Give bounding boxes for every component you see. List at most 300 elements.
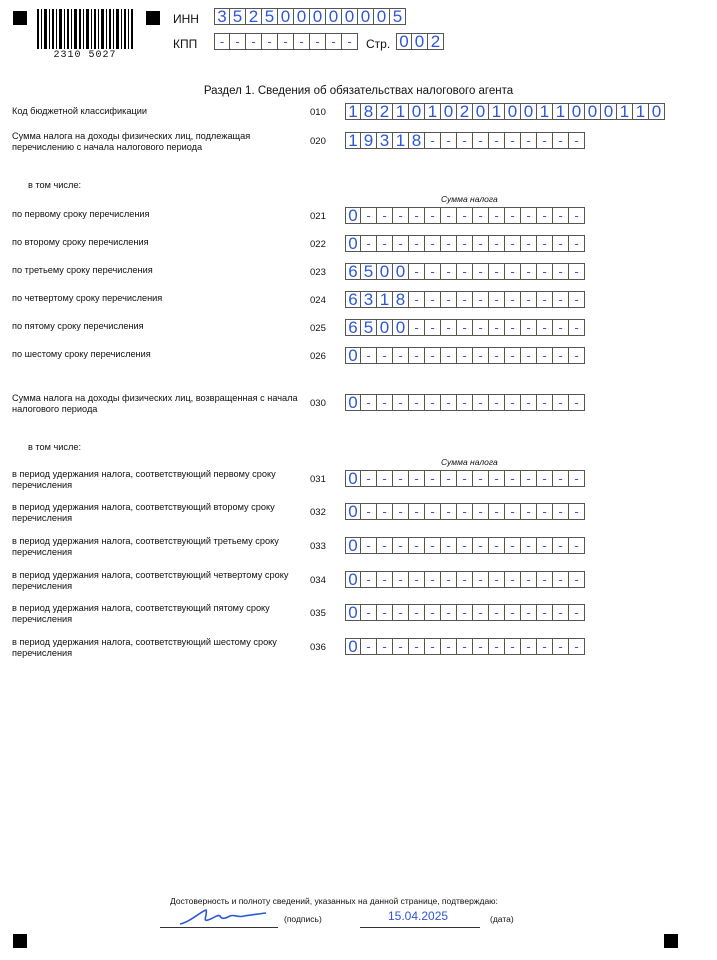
digit-cell: - — [473, 604, 489, 621]
row-032-value[interactable] — [345, 503, 585, 520]
digit-cell: - — [409, 571, 425, 588]
digit-cell: - — [361, 604, 377, 621]
digit-cell: - — [505, 537, 521, 554]
row-030-value[interactable] — [345, 394, 585, 411]
digit-cell: 0 — [294, 8, 310, 25]
digit-cell: - — [505, 319, 521, 336]
row-025-value[interactable] — [345, 319, 585, 336]
row-025-code: 025 — [310, 323, 326, 334]
digit-cell: - — [425, 263, 441, 280]
digit-cell: - — [505, 571, 521, 588]
digit-cell: 0 — [345, 470, 361, 487]
digit-cell: - — [489, 235, 505, 252]
row-031-value[interactable] — [345, 470, 585, 487]
digit-cell: - — [521, 291, 537, 308]
digit-cell: - — [553, 537, 569, 554]
digit-cell: 0 — [441, 103, 457, 120]
digit-cell: - — [473, 263, 489, 280]
digit-cell: 0 — [278, 8, 294, 25]
digit-cell: - — [569, 394, 585, 411]
row-031-code: 031 — [310, 474, 326, 485]
digit-cell: - — [457, 394, 473, 411]
digit-cell: - — [393, 537, 409, 554]
row-034-value[interactable] — [345, 571, 585, 588]
signature-line — [160, 927, 278, 928]
digit-cell: - — [441, 207, 457, 224]
digit-cell: 6 — [345, 263, 361, 280]
row-022-label: по второму сроку перечисления — [12, 237, 149, 247]
digit-cell: - — [425, 291, 441, 308]
digit-cell: 0 — [358, 8, 374, 25]
corner-marker-top-left — [13, 11, 27, 25]
digit-cell: 2 — [457, 103, 473, 120]
row-020-value[interactable] — [345, 132, 585, 149]
digit-cell: - — [569, 537, 585, 554]
digit-cell: 6 — [345, 319, 361, 336]
row-036-label: в период удержания налога, соответствующий шестому сроку перечисления — [12, 637, 277, 658]
inn-label: ИНН — [173, 12, 199, 26]
digit-cell: - — [361, 638, 377, 655]
row-023-value[interactable] — [345, 263, 585, 280]
digit-cell: 1 — [633, 103, 649, 120]
digit-cell: - — [473, 503, 489, 520]
confirmation-text: Достоверность и полноту сведений, указанных на данной странице, подтверждаю: — [170, 896, 498, 906]
digit-cell: - — [537, 604, 553, 621]
digit-cell: - — [310, 33, 326, 50]
digit-cell: - — [537, 503, 553, 520]
digit-cell: - — [473, 319, 489, 336]
digit-cell: - — [377, 207, 393, 224]
digit-cell: - — [537, 537, 553, 554]
digit-cell: - — [457, 263, 473, 280]
digit-cell: 0 — [412, 33, 428, 50]
digit-cell: - — [393, 394, 409, 411]
digit-cell: 5 — [230, 8, 246, 25]
digit-cell: - — [553, 604, 569, 621]
digit-cell: - — [441, 263, 457, 280]
digit-cell: 0 — [345, 394, 361, 411]
digit-cell: - — [489, 347, 505, 364]
digit-cell: - — [553, 394, 569, 411]
digit-cell: - — [425, 571, 441, 588]
digit-cell: - — [553, 571, 569, 588]
digit-cell: - — [393, 571, 409, 588]
row-026-value[interactable] — [345, 347, 585, 364]
digit-cell: 0 — [601, 103, 617, 120]
digit-cell: - — [230, 33, 246, 50]
digit-cell: - — [553, 503, 569, 520]
barcode-graphic — [37, 9, 133, 49]
row-020-label: Сумма налога на доходы физических лиц, подлежащая перечислению с начала налогового периода — [12, 131, 251, 152]
digit-cell: - — [425, 207, 441, 224]
group2-caption: Сумма налога — [441, 457, 498, 467]
digit-cell: - — [262, 33, 278, 50]
digit-cell: - — [409, 604, 425, 621]
digit-cell: 0 — [649, 103, 665, 120]
row-031-label: в период удержания налога, соответствующий первому сроку перечисления — [12, 469, 276, 490]
digit-cell: - — [377, 235, 393, 252]
digit-cell: 9 — [361, 132, 377, 149]
digit-cell: 1 — [425, 103, 441, 120]
digit-cell: 0 — [377, 319, 393, 336]
digit-cell: 0 — [345, 207, 361, 224]
inn-field[interactable] — [214, 8, 406, 25]
digit-cell: 3 — [214, 8, 230, 25]
digit-cell: - — [505, 503, 521, 520]
digit-cell: 3 — [361, 291, 377, 308]
digit-cell: 0 — [473, 103, 489, 120]
digit-cell: - — [537, 394, 553, 411]
corner-marker-bottom-right — [664, 934, 678, 948]
digit-cell: - — [473, 571, 489, 588]
digit-cell: - — [537, 319, 553, 336]
digit-cell: - — [441, 235, 457, 252]
digit-cell: - — [441, 470, 457, 487]
digit-cell: - — [489, 319, 505, 336]
digit-cell: - — [569, 132, 585, 149]
date-caption: (дата) — [490, 914, 514, 924]
digit-cell: 0 — [393, 263, 409, 280]
digit-cell: - — [393, 470, 409, 487]
digit-cell: - — [537, 263, 553, 280]
group1-intro: в том числе: — [28, 180, 82, 190]
digit-cell: - — [521, 394, 537, 411]
digit-cell: - — [441, 604, 457, 621]
digit-cell: - — [457, 291, 473, 308]
digit-cell: - — [521, 571, 537, 588]
digit-cell: 1 — [345, 103, 361, 120]
digit-cell: - — [521, 235, 537, 252]
digit-cell: - — [569, 319, 585, 336]
row-033-code: 033 — [310, 541, 326, 552]
row-026-code: 026 — [310, 351, 326, 362]
digit-cell: 1 — [489, 103, 505, 120]
digit-cell: 0 — [345, 571, 361, 588]
digit-cell: - — [377, 604, 393, 621]
digit-cell: - — [473, 638, 489, 655]
digit-cell: 0 — [393, 319, 409, 336]
row-010-value[interactable] — [345, 103, 665, 120]
corner-marker-bottom-left — [13, 934, 27, 948]
digit-cell: - — [342, 33, 358, 50]
digit-cell: - — [537, 291, 553, 308]
digit-cell: - — [553, 291, 569, 308]
digit-cell: - — [377, 537, 393, 554]
digit-cell: - — [569, 571, 585, 588]
row-033-label: в период удержания налога, соответствующий третьему сроку перечисления — [12, 536, 279, 557]
digit-cell: 0 — [345, 347, 361, 364]
digit-cell: - — [473, 537, 489, 554]
digit-cell: - — [409, 537, 425, 554]
digit-cell: - — [425, 347, 441, 364]
digit-cell: - — [393, 235, 409, 252]
digit-cell: - — [361, 537, 377, 554]
digit-cell: - — [409, 207, 425, 224]
digit-cell: - — [505, 604, 521, 621]
row-026-label: по шестому сроку перечисления — [12, 349, 151, 359]
row-024-code: 024 — [310, 295, 326, 306]
digit-cell: 0 — [396, 33, 412, 50]
digit-cell: - — [294, 33, 310, 50]
digit-cell: 1 — [393, 103, 409, 120]
row-021-label: по первому сроку перечисления — [12, 209, 150, 219]
row-022-value[interactable] — [345, 235, 585, 252]
digit-cell: 1 — [393, 132, 409, 149]
digit-cell: 0 — [345, 503, 361, 520]
digit-cell: - — [521, 132, 537, 149]
digit-cell: - — [457, 347, 473, 364]
digit-cell: - — [569, 291, 585, 308]
row-033-value[interactable] — [345, 537, 585, 554]
digit-cell: - — [441, 132, 457, 149]
date-value[interactable]: 15.04.2025 — [388, 909, 449, 923]
digit-cell: - — [377, 394, 393, 411]
digit-cell: - — [457, 537, 473, 554]
digit-cell: 1 — [617, 103, 633, 120]
page-label: Стр. — [366, 37, 391, 51]
barcode-number: 2310 5027 — [53, 50, 117, 61]
digit-cell: - — [473, 291, 489, 308]
digit-cell: - — [521, 347, 537, 364]
digit-cell: - — [537, 207, 553, 224]
digit-cell: - — [393, 604, 409, 621]
digit-cell: - — [553, 207, 569, 224]
digit-cell: 0 — [569, 103, 585, 120]
digit-cell: - — [393, 347, 409, 364]
digit-cell: - — [505, 638, 521, 655]
digit-cell: - — [489, 638, 505, 655]
digit-cell: - — [457, 207, 473, 224]
digit-cell: 2 — [428, 33, 444, 50]
digit-cell: - — [489, 537, 505, 554]
digit-cell: - — [409, 291, 425, 308]
digit-cell: - — [505, 347, 521, 364]
digit-cell: - — [521, 319, 537, 336]
digit-cell: - — [569, 235, 585, 252]
kpp-field[interactable] — [214, 33, 358, 50]
digit-cell: 1 — [537, 103, 553, 120]
digit-cell: - — [473, 394, 489, 411]
digit-cell: - — [361, 207, 377, 224]
digit-cell: - — [521, 638, 537, 655]
digit-cell: - — [425, 638, 441, 655]
digit-cell: - — [553, 319, 569, 336]
digit-cell: - — [553, 470, 569, 487]
row-025-label: по пятому сроку перечисления — [12, 321, 144, 331]
digit-cell: - — [537, 571, 553, 588]
digit-cell: - — [505, 263, 521, 280]
digit-cell: - — [553, 263, 569, 280]
digit-cell: - — [377, 347, 393, 364]
digit-cell: 1 — [553, 103, 569, 120]
row-030-label: Сумма налога на доходы физических лиц, возвращенная с начала налогового периода — [12, 393, 298, 414]
digit-cell: - — [569, 604, 585, 621]
digit-cell: - — [441, 571, 457, 588]
row-032-label: в период удержания налога, соответствующий второму сроку перечисления — [12, 502, 275, 523]
digit-cell: - — [409, 394, 425, 411]
digit-cell: - — [425, 394, 441, 411]
digit-cell: - — [489, 132, 505, 149]
digit-cell: - — [441, 537, 457, 554]
digit-cell: - — [489, 207, 505, 224]
digit-cell: - — [521, 263, 537, 280]
group1-caption: Сумма налога — [441, 194, 498, 204]
digit-cell: 0 — [345, 638, 361, 655]
digit-cell: - — [377, 571, 393, 588]
row-021-value[interactable] — [345, 207, 585, 224]
digit-cell: - — [537, 235, 553, 252]
digit-cell: - — [521, 207, 537, 224]
digit-cell: - — [569, 638, 585, 655]
digit-cell: - — [553, 235, 569, 252]
digit-cell: 8 — [409, 132, 425, 149]
digit-cell: - — [425, 319, 441, 336]
digit-cell: - — [489, 604, 505, 621]
digit-cell: - — [505, 235, 521, 252]
digit-cell: 8 — [393, 291, 409, 308]
digit-cell: - — [505, 132, 521, 149]
row-034-code: 034 — [310, 575, 326, 586]
digit-cell: - — [393, 503, 409, 520]
digit-cell: - — [569, 207, 585, 224]
digit-cell: 5 — [262, 8, 278, 25]
page-number-field[interactable] — [396, 33, 444, 50]
digit-cell: - — [473, 235, 489, 252]
digit-cell: - — [409, 347, 425, 364]
digit-cell: - — [473, 132, 489, 149]
digit-cell: - — [457, 235, 473, 252]
digit-cell: - — [537, 347, 553, 364]
row-032-code: 032 — [310, 507, 326, 518]
row-023-code: 023 — [310, 267, 326, 278]
signature-caption: (подпись) — [284, 914, 322, 924]
row-010-label: Код бюджетной классификации — [12, 106, 147, 116]
digit-cell: 0 — [521, 103, 537, 120]
digit-cell: - — [489, 291, 505, 308]
digit-cell: 0 — [342, 8, 358, 25]
digit-cell: - — [409, 470, 425, 487]
digit-cell: - — [246, 33, 262, 50]
group2-intro: в том числе: — [28, 442, 82, 452]
row-010-code: 010 — [310, 107, 326, 118]
digit-cell: - — [326, 33, 342, 50]
digit-cell: - — [537, 638, 553, 655]
row-024-label: по четвертому сроку перечисления — [12, 293, 163, 303]
digit-cell: 0 — [505, 103, 521, 120]
digit-cell: - — [521, 537, 537, 554]
digit-cell: - — [278, 33, 294, 50]
digit-cell: 0 — [345, 604, 361, 621]
digit-cell: 1 — [345, 132, 361, 149]
digit-cell: - — [409, 319, 425, 336]
digit-cell: - — [457, 604, 473, 621]
digit-cell: - — [361, 235, 377, 252]
digit-cell: 5 — [361, 263, 377, 280]
digit-cell: - — [569, 503, 585, 520]
digit-cell: - — [473, 470, 489, 487]
row-024-value[interactable] — [345, 291, 585, 308]
row-022-code: 022 — [310, 239, 326, 250]
digit-cell: - — [409, 235, 425, 252]
digit-cell: - — [361, 394, 377, 411]
digit-cell: 5 — [390, 8, 406, 25]
date-line — [360, 927, 480, 928]
digit-cell: 6 — [345, 291, 361, 308]
row-036-code: 036 — [310, 642, 326, 653]
digit-cell: - — [425, 132, 441, 149]
digit-cell: - — [457, 319, 473, 336]
digit-cell: - — [409, 263, 425, 280]
digit-cell: 0 — [409, 103, 425, 120]
row-035-label: в период удержания налога, соответствующий пятому сроку перечисления — [12, 603, 270, 624]
digit-cell: - — [457, 470, 473, 487]
digit-cell: - — [473, 207, 489, 224]
digit-cell: - — [569, 263, 585, 280]
digit-cell: - — [521, 503, 537, 520]
digit-cell: - — [489, 470, 505, 487]
digit-cell: - — [457, 132, 473, 149]
digit-cell: - — [553, 132, 569, 149]
digit-cell: - — [441, 503, 457, 520]
digit-cell: - — [441, 638, 457, 655]
digit-cell: 0 — [585, 103, 601, 120]
digit-cell: - — [505, 470, 521, 487]
digit-cell: - — [425, 537, 441, 554]
row-035-code: 035 — [310, 608, 326, 619]
digit-cell: - — [441, 291, 457, 308]
digit-cell: 3 — [377, 132, 393, 149]
section-title: Раздел 1. Сведения об обязательствах налогового агента — [203, 85, 514, 97]
digit-cell: 2 — [246, 8, 262, 25]
digit-cell: - — [521, 604, 537, 621]
row-030-code: 030 — [310, 398, 326, 409]
row-023-label: по третьему сроку перечисления — [12, 265, 153, 275]
digit-cell: - — [473, 347, 489, 364]
signature-image — [178, 906, 268, 928]
kpp-label: КПП — [173, 37, 198, 51]
digit-cell: - — [409, 638, 425, 655]
digit-cell: - — [393, 638, 409, 655]
digit-cell: - — [569, 470, 585, 487]
digit-cell: - — [425, 470, 441, 487]
digit-cell: - — [553, 347, 569, 364]
row-021-code: 021 — [310, 211, 326, 222]
digit-cell: - — [457, 638, 473, 655]
digit-cell: 0 — [377, 263, 393, 280]
digit-cell: - — [393, 207, 409, 224]
digit-cell: 0 — [326, 8, 342, 25]
digit-cell: - — [441, 347, 457, 364]
row-036-value[interactable] — [345, 638, 585, 655]
digit-cell: 1 — [377, 291, 393, 308]
row-035-value[interactable] — [345, 604, 585, 621]
digit-cell: - — [377, 638, 393, 655]
digit-cell: - — [553, 638, 569, 655]
digit-cell: - — [505, 291, 521, 308]
digit-cell: - — [489, 503, 505, 520]
digit-cell: - — [521, 470, 537, 487]
digit-cell: - — [489, 571, 505, 588]
digit-cell: 0 — [374, 8, 390, 25]
digit-cell: - — [214, 33, 230, 50]
digit-cell: - — [489, 263, 505, 280]
digit-cell: - — [505, 207, 521, 224]
digit-cell: - — [361, 470, 377, 487]
digit-cell: - — [377, 503, 393, 520]
digit-cell: 0 — [310, 8, 326, 25]
digit-cell: 0 — [345, 235, 361, 252]
digit-cell: - — [441, 319, 457, 336]
